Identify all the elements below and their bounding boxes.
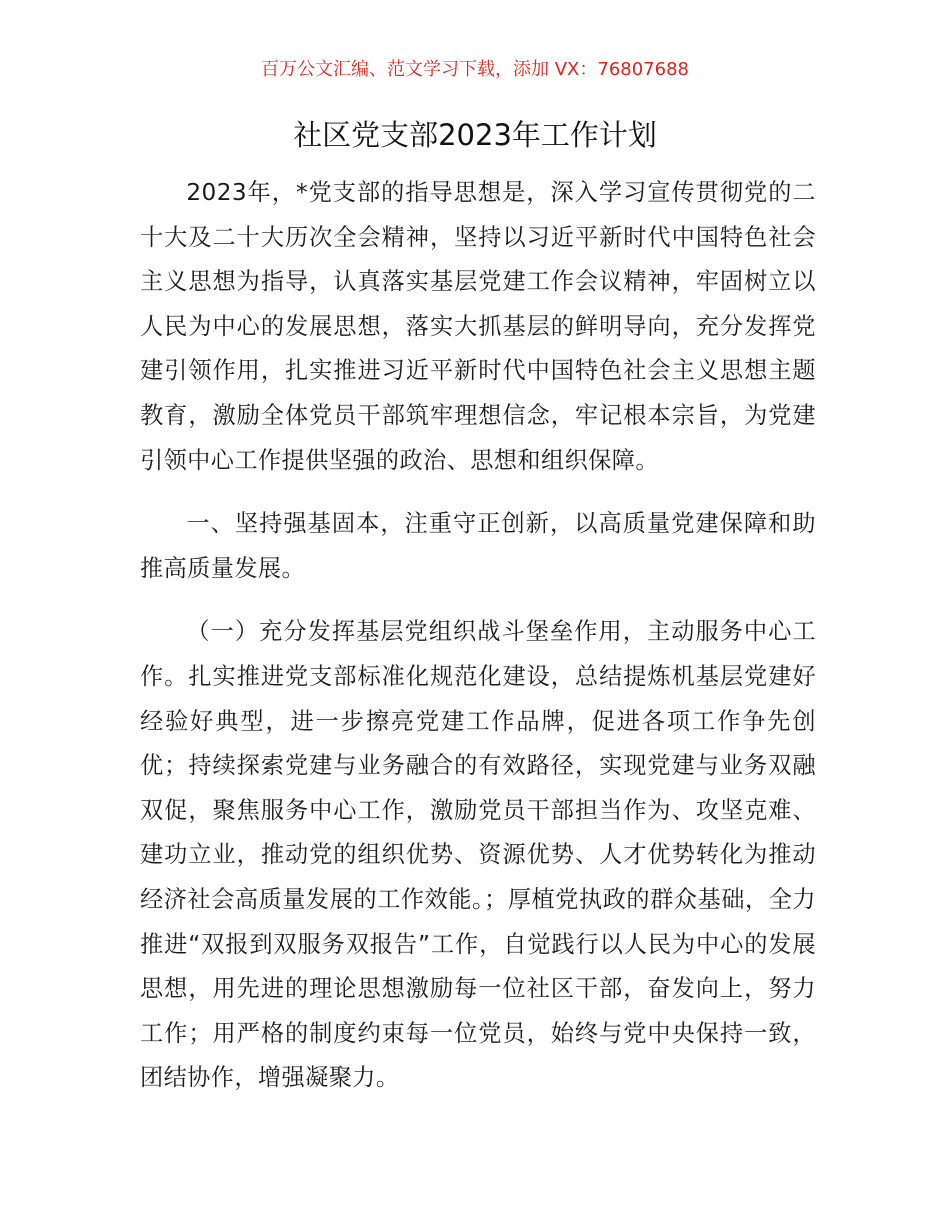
document-body [140,171,816,1101]
paragraph-subsection-1: （一）充分发挥基层党组织战斗堡垒作用，主动服务中心工作。扎实推进党支部标准化规范化建设，总结提炼机基层党建好经验好典型，进一步擦亮党建工作品牌，促进各项工作争先创优；持续探索党建与业务融合的有效路径，实现党建与业务双融双促，聚焦服务中心工作，激励党员干部担当作为、攻坚克难、建功立业，推动党的组织优势、资源优势、人才优势转化为推动经济社会高质量发展的工作效能。；厚植党执政的群众基础，全力推进“双报到双服务双报告”工作，自觉践行以人民为中心的发展思想，用先进的理论思想激励每一位社区干部，奋发向上，努力工作；用严格的制度约束每一位党员，始终与党中央保持一致，团结协作，增强凝聚力。 [140,618,816,1092]
watermark-banner: 百万公文汇编、范文学习下载，添加 VX：76807688 [261,59,689,80]
document-title: 社区党支部2023年工作计划 [293,118,657,152]
paragraph-guiding-ideology: 2023年，*党支部的指导思想是，深入学习宣传贯彻党的二十大及二十大历次全会精神，坚持以习近平新时代中国特色社会主义思想为指导，认真落实基层党建工作会议精神，牢固树立以人民为中心的发展思想，落实大抓基层的鲜明导向，充分发挥党建引领作用，扎实推进习近平新时代中国特色社会主义思想主题教育，激励全体党员干部筑牢理想信念，牢记根本宗旨，为党建引领中心工作提供坚强的政治、思想和组织保障。 [140,179,816,474]
paragraph-section-heading-1: 一、坚持强基固本，注重守正创新，以高质量党建保障和助推高质量发展。 [140,510,816,582]
